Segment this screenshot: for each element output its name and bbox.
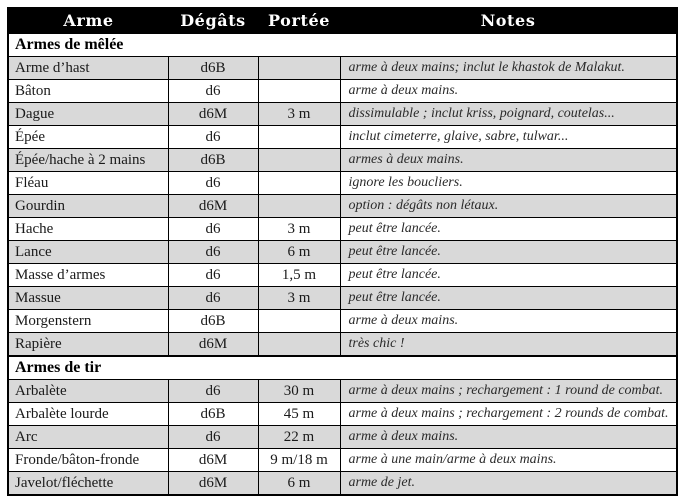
table-row <box>8 80 677 103</box>
cell-portee: 3 m <box>258 103 340 126</box>
cell-degats: d6M <box>168 195 258 218</box>
table-row <box>8 449 677 472</box>
cell-degats: d6 <box>168 126 258 149</box>
table-row <box>8 426 677 449</box>
cell-degats: d6M <box>168 333 258 357</box>
cell-notes: option : dégâts non létaux. <box>340 195 677 218</box>
table-row <box>8 103 677 126</box>
cell-degats: d6 <box>168 80 258 103</box>
cell-degats: d6 <box>168 218 258 241</box>
cell-portee <box>258 172 340 195</box>
table-row <box>8 333 677 357</box>
cell-degats: d6 <box>168 287 258 310</box>
table-row <box>8 149 677 172</box>
cell-arme: Lance <box>8 241 168 264</box>
table-row <box>8 310 677 333</box>
cell-degats: d6B <box>168 310 258 333</box>
cell-portee <box>258 310 340 333</box>
column-header-arme: Arme <box>8 8 168 33</box>
column-header-notes: Notes <box>340 8 677 33</box>
cell-portee: 6 m <box>258 241 340 264</box>
table-row <box>8 380 677 403</box>
header-row <box>8 8 677 33</box>
cell-portee: 1,5 m <box>258 264 340 287</box>
cell-notes: arme à une main/arme à deux mains. <box>340 449 677 472</box>
cell-portee <box>258 57 340 80</box>
cell-arme: Arc <box>8 426 168 449</box>
cell-portee: 30 m <box>258 380 340 403</box>
cell-arme: Rapière <box>8 333 168 357</box>
cell-degats: d6 <box>168 380 258 403</box>
table-row <box>8 172 677 195</box>
cell-arme: Bâton <box>8 80 168 103</box>
cell-arme: Épée <box>8 126 168 149</box>
column-header-degats: Dégâts <box>168 8 258 33</box>
cell-portee: 3 m <box>258 218 340 241</box>
cell-notes: armes à deux mains. <box>340 149 677 172</box>
cell-notes: arme à deux mains; inclut le khastok de Malakut. <box>340 57 677 80</box>
table-row <box>8 126 677 149</box>
cell-portee <box>258 80 340 103</box>
cell-notes: arme à deux mains ; rechargement : 2 rounds de combat. <box>340 403 677 426</box>
cell-arme: Épée/hache à 2 mains <box>8 149 168 172</box>
table-row <box>8 57 677 80</box>
cell-arme: Javelot/fléchette <box>8 472 168 496</box>
weapons-table-header <box>8 8 677 33</box>
cell-arme: Dague <box>8 103 168 126</box>
table-row <box>8 287 677 310</box>
cell-arme: Arme d’hast <box>8 57 168 80</box>
table-row <box>8 195 677 218</box>
table-row <box>8 264 677 287</box>
cell-notes: peut être lancée. <box>340 241 677 264</box>
cell-notes: arme à deux mains. <box>340 310 677 333</box>
cell-notes: très chic ! <box>340 333 677 357</box>
cell-degats: d6 <box>168 426 258 449</box>
cell-arme: Fronde/bâton-fronde <box>8 449 168 472</box>
table-row <box>8 241 677 264</box>
cell-notes: arme à deux mains ; rechargement : 1 round de combat. <box>340 380 677 403</box>
cell-degats: d6 <box>168 241 258 264</box>
cell-portee: 9 m/18 m <box>258 449 340 472</box>
section-row <box>8 356 677 380</box>
cell-arme: Arbalète lourde <box>8 403 168 426</box>
cell-arme: Hache <box>8 218 168 241</box>
cell-notes: inclut cimeterre, glaive, sabre, tulwar... <box>340 126 677 149</box>
cell-portee: 45 m <box>258 403 340 426</box>
cell-arme: Arbalète <box>8 380 168 403</box>
cell-degats: d6 <box>168 264 258 287</box>
cell-arme: Masse d’armes <box>8 264 168 287</box>
cell-degats: d6B <box>168 57 258 80</box>
cell-arme: Gourdin <box>8 195 168 218</box>
section-title: Armes de mêlée <box>8 33 677 57</box>
weapons-table-body <box>8 33 677 495</box>
section-row <box>8 33 677 57</box>
column-header-portee: Portée <box>258 8 340 33</box>
cell-notes: dissimulable ; inclut kriss, poignard, coutelas... <box>340 103 677 126</box>
cell-portee <box>258 149 340 172</box>
cell-degats: d6B <box>168 403 258 426</box>
cell-degats: d6M <box>168 103 258 126</box>
cell-notes: peut être lancée. <box>340 264 677 287</box>
cell-arme: Massue <box>8 287 168 310</box>
cell-notes: arme de jet. <box>340 472 677 496</box>
cell-degats: d6M <box>168 449 258 472</box>
cell-portee: 22 m <box>258 426 340 449</box>
cell-degats: d6M <box>168 472 258 496</box>
table-row <box>8 403 677 426</box>
cell-arme: Morgenstern <box>8 310 168 333</box>
cell-notes: peut être lancée. <box>340 218 677 241</box>
section-title: Armes de tir <box>8 356 677 380</box>
table-row <box>8 472 677 496</box>
cell-degats: d6B <box>168 149 258 172</box>
table-row <box>8 218 677 241</box>
cell-portee <box>258 195 340 218</box>
cell-portee: 6 m <box>258 472 340 496</box>
cell-notes: arme à deux mains. <box>340 426 677 449</box>
weapons-table <box>7 7 678 496</box>
cell-notes: peut être lancée. <box>340 287 677 310</box>
cell-portee <box>258 333 340 357</box>
cell-notes: ignore les boucliers. <box>340 172 677 195</box>
cell-arme: Fléau <box>8 172 168 195</box>
cell-notes: arme à deux mains. <box>340 80 677 103</box>
cell-portee: 3 m <box>258 287 340 310</box>
cell-portee <box>258 126 340 149</box>
cell-degats: d6 <box>168 172 258 195</box>
